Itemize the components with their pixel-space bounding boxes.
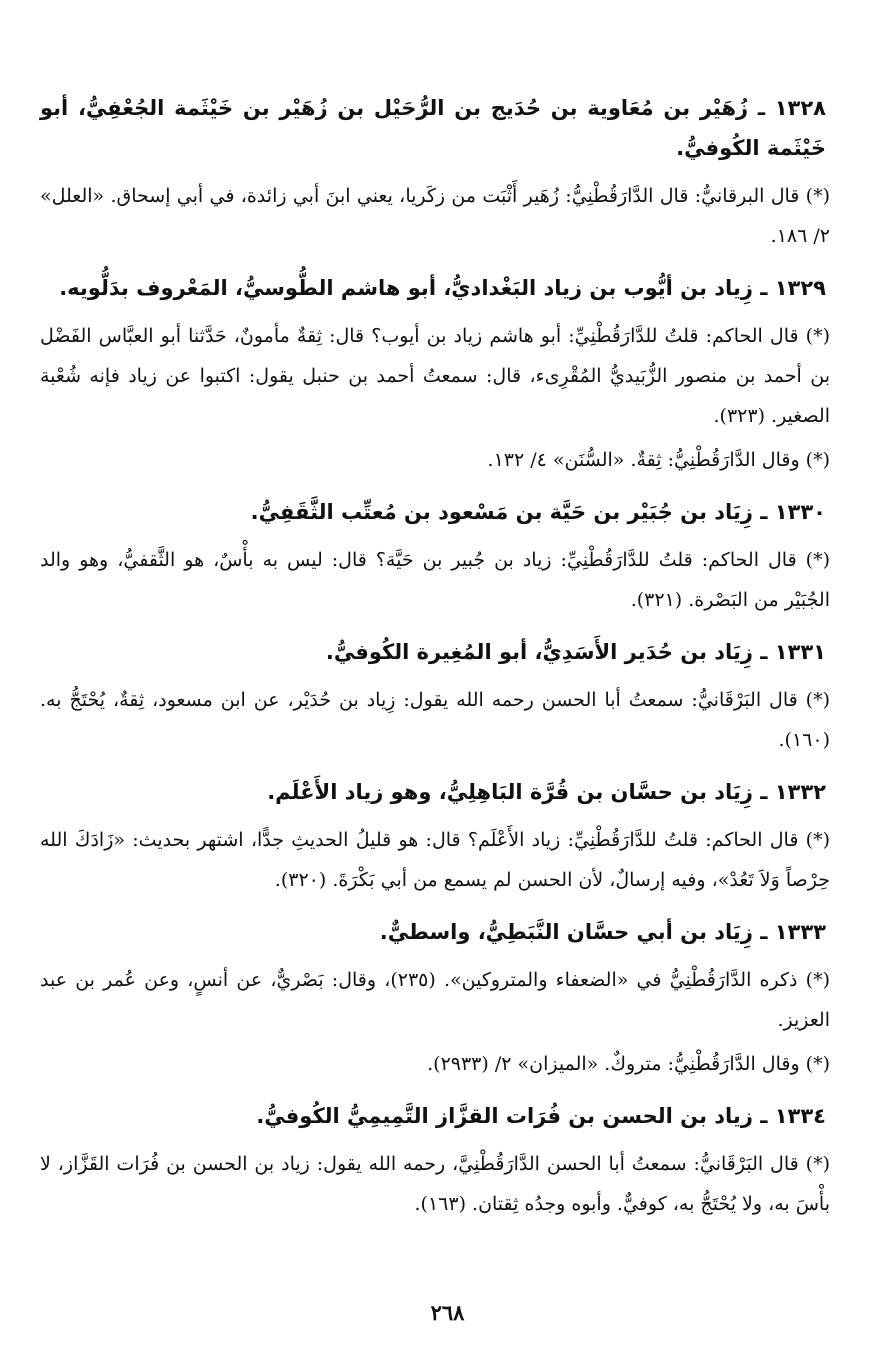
quote: (*) وقال الدَّارَقُطْنِيُّ: متروكٌ. «الميزان» ٢/ (٢٩٣٣). bbox=[427, 1053, 830, 1075]
entry-1333 bbox=[40, 912, 858, 1084]
quote: (*) قال البَرْقَانيُّ: سمعتُ أبا الحسن الدَّارَقُطْنِيَّ، رحمه الله يقول: زياد بن الحسن بن فُرَات القَزَّاز، لا بأْسَ به، ولا يُحْتَجُّ به، كوفيٌّ. وأبوه وجدُه ثِقتان. (١٦٣). bbox=[40, 1153, 830, 1215]
quote: (*) قال الحاكم: قلتُ للدَّارَقُطْنِيِّ: أبو هاشم زياد بن أيوب؟ قال: ثِقةٌ مأمونٌ، حَدَّثنا أبو العبَّاس الفَضْل بن أحمد بن منصور الزُّبَيديُّ المُقْرِىء، قال: سمعتُ أحمد بن حنبل يقول: اكتبوا عن زياد فإنه شُعْبة الصغير. (٣٢٣). bbox=[40, 325, 830, 427]
entry-title: ١٣٣٤ ـ زياد بن الحسن بن فُرَات القزَّاز التَّمِيمِيُّ الكُوفيُّ. bbox=[256, 1104, 826, 1128]
page-number: ٢٦٨ bbox=[430, 1300, 465, 1325]
quote: (*) قال الحاكم: قلتُ للدَّارَقُطْنِيِّ: زياد بن جُبير بن حَيَّة؟ قال: ليس به بأْسٌ، هو الثَّقفيُّ، وهو والد الجُبَيْر من البَصْرة. (٣٢١). bbox=[40, 549, 830, 611]
entry-1334 bbox=[40, 1096, 858, 1224]
entry-title: ١٣٣٣ ـ زِيَاد بن أبي حسَّان النَّبَطِيُّ، واسطيٌّ. bbox=[379, 920, 826, 944]
entry-title: ١٣٣١ ـ زِيَاد بن حُدَير الأَسَدِيُّ، أبو المُغِيرة الكُوفيُّ. bbox=[325, 640, 826, 664]
quote: (*) قال البرقانيُّ: قال الدَّارَقُطْنِيُّ: زُهَير أَثْبَت من زكَريا، يعني ابنَ أبي زائدة، في أبي إسحاق. «العلل» ٢/ ١٨٦. bbox=[40, 185, 830, 247]
entry-title: ١٣٢٩ ـ زِياد بن أيُّوب بن زياد البَغْداديُّ، أبو هاشم الطُّوسيُّ، المَعْروف بدَلُّويه. bbox=[59, 276, 826, 300]
quote: (*) قال البَرْقَانيُّ: سمعتُ أبا الحسن رحمه الله يقول: زِياد بن حُدَيْر، عن ابن مسعود، ثِقةٌ، يُحْتَجُّ به. (١٦٠). bbox=[40, 689, 830, 751]
entry-1330 bbox=[40, 492, 858, 620]
quote: (*) وقال الدَّارَقُطْنِيُّ: ثِقةٌ. «السُّنَن» ٤/ ١٣٢. bbox=[487, 449, 830, 471]
entry-1332 bbox=[40, 772, 858, 900]
entry-title: ١٣٣٠ ـ زِيَاد بن جُبَيْر بن حَيَّة بن مَسْعود بن مُعتِّب الثَّقَفِيُّ. bbox=[250, 500, 826, 524]
entry-title: ١٣٢٨ ـ زُهَيْر بن مُعَاوية بن حُدَيج بن الرُّحَيْل بن زُهَيْر بن خَيْثَمة الجُعْفِيُّ، أبو خَيْثَمة الكُوفيُّ. bbox=[40, 96, 826, 160]
entry-1328 bbox=[40, 88, 858, 256]
quote: (*) قال الحاكم: قلتُ للدَّارَقُطْنِيِّ: زياد الأَعْلَم؟ قال: هو قليلُ الحديثِ جدًّا، اشتهر بحديث: «زَادَكَ الله حِرْصاً وَلاَ تَعُدْ»، وفيه إرسالٌ، لأن الحسن لم يسمع من أبي بَكْرَةَ. (٣٢٠). bbox=[40, 829, 830, 891]
entry-title: ١٣٣٢ ـ زِيَاد بن حسَّان بن قُرَّة البَاهِلِيُّ، وهو زياد الأَعْلَم. bbox=[267, 780, 826, 804]
entry-1331 bbox=[40, 632, 858, 760]
entry-1329 bbox=[40, 268, 858, 480]
quote: (*) ذكره الدَّارَقُطْنِيُّ في «الضعفاء والمتروكين». (٢٣٥)، وقال: بَصْريٌّ، عن أنسٍ، وعن عُمر بن عبد العزيز. bbox=[40, 969, 830, 1031]
page-body bbox=[40, 88, 858, 1236]
